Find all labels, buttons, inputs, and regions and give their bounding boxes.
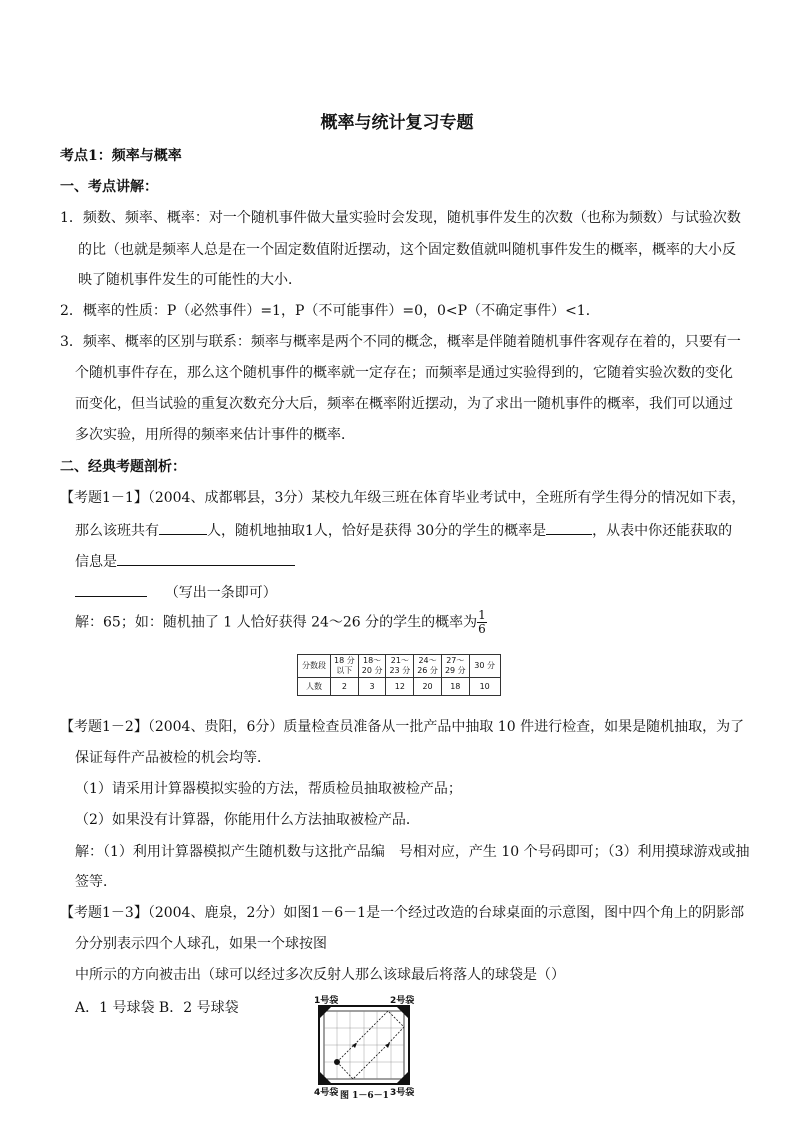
pocket-label-1: 1号袋 bbox=[314, 996, 339, 1006]
ball-icon bbox=[334, 1059, 340, 1065]
billiard-table-diagram bbox=[318, 1005, 410, 1085]
q2-line2: 保证每件产品被检的机会均等． bbox=[75, 750, 271, 766]
table-cell: 12 bbox=[386, 678, 414, 696]
para1-line1: 1．频数、频率、概率：对一个随机事件做大量实验时会发现，随机事件发生的次数（也称为频数）与试验次数 bbox=[60, 210, 741, 226]
subsection-heading-2: 二、经典考题剖析： bbox=[60, 459, 186, 475]
table-header-cell: 18～ 20 分 bbox=[358, 655, 386, 678]
answer-blank bbox=[117, 551, 295, 566]
q1-answer: 解：65；如：随机抽了 1 人恰好获得 24～26 分的学生的概率为 $\frac{1}{6}$ bbox=[75, 608, 486, 636]
q3-options: A．1 号球袋 B．2 号球袋 bbox=[75, 1000, 239, 1016]
pocket-label-2: 2号袋 bbox=[390, 996, 415, 1006]
q2-line1: 【考题1－2】（2004、贵阳，6分）质量检查员准备从一批产品中抽取 10 件进行检查，如果是随机抽取，为了 bbox=[60, 719, 745, 735]
para3-line1: 3．频率、概率的区别与联系：频率与概率是两个不同的概念，概率是伴随着随机事件客观存在着的，只要有一 bbox=[60, 334, 741, 350]
pocket-3-icon bbox=[396, 1071, 409, 1084]
para3-line4: 多次实验，用所得的频率来估计事件的概率． bbox=[75, 427, 355, 443]
table-header-cell: 27～ 29 分 bbox=[441, 655, 469, 678]
q3-line3: 中所示的方向被击出（球可以经过多次反射人那么该球最后将落人的球袋是（） bbox=[75, 967, 565, 983]
table-header-cell: 分数段 bbox=[298, 655, 331, 678]
q1-line2: 那么该班共有 人，随机地抽取1人，恰好是获得 30分的学生的概率是 ，从表中你还能获取的 bbox=[75, 520, 732, 540]
table-header-cell: 18 分 以下 bbox=[331, 655, 359, 678]
table-row-label: 人数 bbox=[298, 678, 331, 696]
table-cell: 10 bbox=[469, 678, 500, 696]
para3-line2: 个随机事件存在，那么这个随机事件的概率就一定存在；而频率是通过实验得到的，它随着实验次数的变化 bbox=[75, 365, 733, 381]
score-table bbox=[297, 654, 501, 696]
para1-line2: 的比（也就是频率人总是在一个固定数值附近摆动，这个固定数值就叫随机事件发生的概率，概率的大小反 bbox=[78, 242, 736, 258]
pocket-label-3: 3号袋 bbox=[390, 1088, 415, 1098]
para3-line3: 而变化，但当试验的重复次数充分大后，频率在概率附近摆动，为了求出一随机事件的概率，我们可以通过 bbox=[75, 396, 733, 412]
table-cell: 18 bbox=[441, 678, 469, 696]
table-row bbox=[298, 655, 501, 678]
subsection-heading: 一、考点讲解： bbox=[60, 179, 158, 195]
table-header-cell: 21～ 23 分 bbox=[386, 655, 414, 678]
page-title: 概率与统计复习专题 bbox=[320, 113, 474, 133]
para1-line3: 映了随机事件发生的可能性的大小． bbox=[78, 272, 302, 288]
arrow-icon bbox=[352, 1043, 357, 1048]
fraction: $\frac{1}{6}$ bbox=[478, 608, 486, 636]
q3-line1: 【考题1－3】（2004、鹿泉，2分）如图1－6－1是一个经过改造的台球桌面的示意图，图中四个角上的阴影部 bbox=[60, 905, 745, 921]
answer-blank bbox=[159, 520, 207, 535]
q2-line4: （2）如果没有计算器，你能用什么方法抽取被检产品． bbox=[75, 812, 420, 828]
pocket-1-icon bbox=[319, 1006, 332, 1019]
pocket-4-icon bbox=[319, 1071, 332, 1084]
para2: 2．概率的性质：P（必然事件）=1，P（不可能事件）=0，0<P（不确定事件）<1． bbox=[60, 303, 600, 319]
score-table-wrap bbox=[297, 654, 501, 696]
pocket-label-4: 4号袋 bbox=[314, 1088, 339, 1098]
table-row bbox=[298, 678, 501, 696]
table-grid bbox=[324, 1011, 404, 1079]
table-cell: 3 bbox=[358, 678, 386, 696]
arrow-icon bbox=[385, 1043, 390, 1048]
q2-line6: 签等． bbox=[75, 874, 117, 890]
table-cell: 20 bbox=[414, 678, 442, 696]
answer-blank bbox=[546, 520, 592, 535]
q1-line4: （写出一条即可） bbox=[75, 582, 277, 602]
table-cell: 2 bbox=[331, 678, 359, 696]
q2-line5: 解：（1）利用计算器模拟产生随机数与这批产品编 号相对应，产生 10 个号码即可；（3）利用摸球游戏或抽 bbox=[75, 844, 750, 860]
q1-line3: 信息是 bbox=[75, 551, 295, 571]
pocket-2-icon bbox=[396, 1006, 409, 1019]
table-header-cell: 24～ 26 分 bbox=[414, 655, 442, 678]
q1-line1: 【考题1－1】（2004、成都郫县，3分）某校九年级三班在体育毕业考试中，全班所有学生得分的情况如下表， bbox=[60, 490, 746, 506]
figure-caption: 图 1－6－1 bbox=[340, 1091, 389, 1101]
answer-blank bbox=[75, 582, 147, 597]
q2-line3: （1）请采用计算器模拟实验的方法，帮质检员抽取被检产品； bbox=[75, 781, 462, 797]
q3-line2: 分分别表示四个人球孔，如果一个球按图 bbox=[75, 936, 327, 952]
section-heading: 考点1：频率与概率 bbox=[60, 148, 182, 164]
table-header-cell: 30 分 bbox=[469, 655, 500, 678]
